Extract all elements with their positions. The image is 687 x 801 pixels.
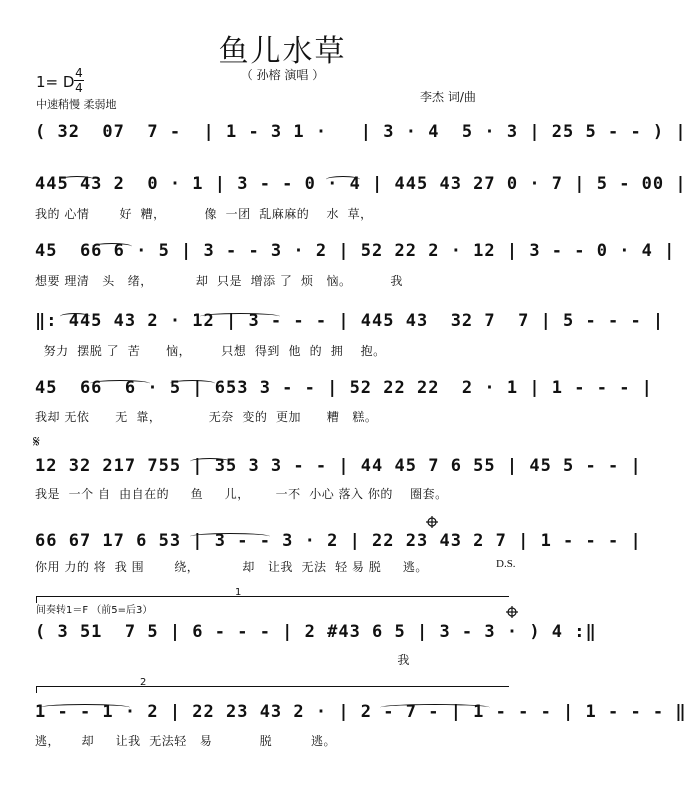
- performer-credit: （ 孙榕 演唱 ）: [240, 68, 325, 82]
- lyrics-line-7: 你用 力的 将 我 围 绕， 却 让我 无法 轻 易 脱 逃。: [35, 560, 428, 574]
- notes-line-3: 45 66 6 · 5 | 3 - - 3 · 2 | 52 22 2 · 12 | 3 - - 0 · 4 |: [35, 241, 676, 261]
- slur: [170, 380, 215, 387]
- notes-line-7: 66 67 17 6 53 | 3 - - 3 · 2 | 22 23 43 2 7 | 1 - - - |: [35, 531, 642, 551]
- notes-line-9: 1 - - 1 · 2 | 22 23 43 2 · | 2 - 7 - | 1 - - - | 1 - - - ‖: [35, 702, 687, 722]
- notes-line-8: ( 3 51 7 5 | 6 - - - | 2 #43 6 5 | 3 - 3 · ) 4 :‖: [35, 622, 597, 642]
- score-line-7: [35, 531, 642, 555]
- ds-marking: D.S.: [496, 558, 516, 570]
- interlude-note: 间奏转1＝F （前5=后3）: [36, 605, 153, 616]
- lyrics-line-6: 我是 一个 自 由自在的 鱼 儿， 一不 小心 落入 你的 圈套。: [35, 487, 448, 501]
- slur: [190, 458, 230, 465]
- lyrics-line-4: 努力 摆脱 了 苦 恼， 只想 得到 他 的 拥 抱。: [35, 344, 386, 358]
- lyrics-line-3: 想要 理清 头 绪， 却 只是 增添 了 烦 恼。 我: [35, 274, 403, 288]
- coda-icon: [426, 516, 438, 528]
- slur: [90, 380, 150, 387]
- lyrics-line-2: 我的 心情 好 糟， 像 一团 乱麻麻的 水 草，: [35, 207, 373, 221]
- lyrics-line-5: 我却 无依 无 靠， 无奈 变的 更加 糟 糕。: [35, 410, 378, 424]
- slur: [200, 313, 280, 320]
- volta-1-number: 1: [235, 587, 242, 598]
- slur: [326, 176, 360, 183]
- score-line-2: [35, 174, 687, 198]
- tie: [380, 704, 490, 711]
- key-signature: 1= D: [36, 73, 75, 91]
- song-title: 鱼儿水草: [218, 34, 347, 69]
- time-top: 4: [75, 66, 83, 80]
- slur: [60, 313, 90, 320]
- coda-icon-2: [506, 606, 518, 618]
- volta-2-number: 2: [140, 677, 147, 688]
- lyrics-line-9: 逃， 却 让我 无法轻 易 脱 逃。: [35, 734, 337, 748]
- slur: [190, 533, 270, 540]
- slur: [60, 176, 94, 183]
- notes-line-4: ‖: 445 43 2 · 12 | 3 - - - | 445 43 32 7 7 | 5 - - - |: [35, 311, 665, 331]
- score-line-6: [35, 456, 642, 480]
- notes-line-6: 12 32 217 755 | 35 3 3 - - | 44 45 7 6 55 | 45 5 - - |: [35, 456, 642, 476]
- slur: [92, 243, 132, 250]
- lyrics-line-8: 我: [35, 653, 410, 667]
- segno-icon: 𝄋: [33, 432, 40, 451]
- notes-line-1: ( 32 07 7 - | 1 - 3 1 · | 3 · 4 5 · 3 | 25 5 - - ) |: [35, 122, 687, 142]
- notes-line-2: 445 43 2 0 · 1 | 3 - - 0 · 4 | 445 43 27 0 · 7 | 5 - 00 |: [35, 174, 687, 194]
- author-credit: 李杰 词/曲: [420, 90, 476, 104]
- score-line-1: [35, 122, 687, 146]
- score-line-8: [35, 622, 597, 646]
- tempo-marking: 中速稍慢 柔弱地: [36, 98, 117, 111]
- tie: [40, 704, 130, 711]
- time-bottom: 4: [75, 81, 83, 95]
- notes-line-5: 45 66 6 · 5 | 653 3 - - | 52 22 22 2 · 1 | 1 - - - |: [35, 378, 653, 398]
- volta-2-bracket: [36, 686, 509, 693]
- time-signature: [74, 67, 84, 94]
